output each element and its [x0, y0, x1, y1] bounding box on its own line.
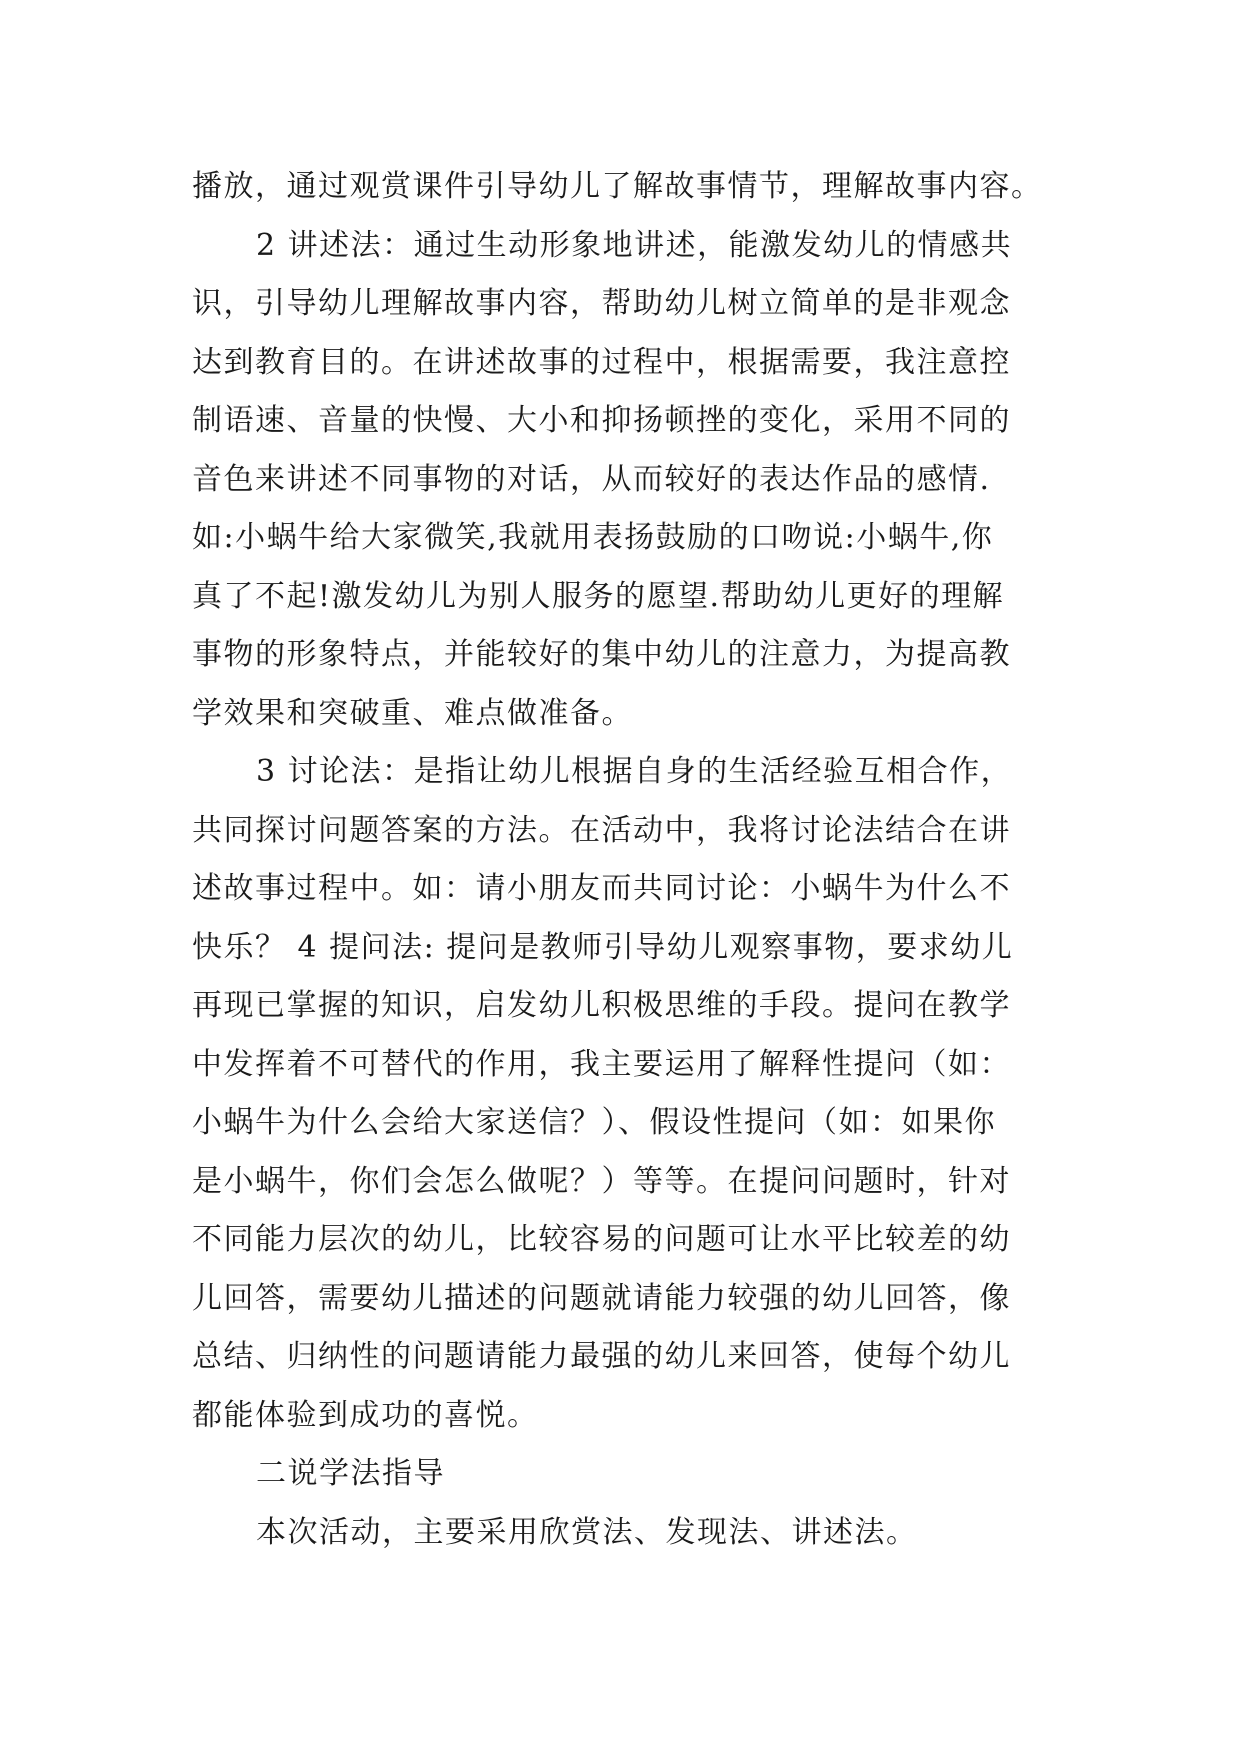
text-line: 学效果和突破重、难点做准备。 — [192, 695, 633, 731]
text-line: 儿回答，需要幼儿描述的问题就请能力较强的幼儿回答，像 — [192, 1280, 1011, 1316]
text-line: 制语速、音量的快慢、大小和抑扬顿挫的变化，采用不同的 — [192, 403, 1011, 438]
text-line: 总结、归纳性的问题请能力最强的幼儿来回答，使每个幼儿 — [192, 1339, 1011, 1374]
text-line: 快乐？ 4 提问法: 提问是教师引导幼儿观察事物，要求幼儿 — [192, 929, 1014, 965]
text-line: 识，引导幼儿理解故事内容，帮助幼儿树立简单的是非观念 — [192, 286, 1011, 321]
section-heading: 二说学法指导 — [256, 1456, 445, 1491]
text-line: 小蜗牛为什么会给大家送信？）、假设性提问（如：如果你 — [192, 1105, 996, 1140]
text-line: 播放，通过观赏课件引导幼儿了解故事情节，理解故事内容。 — [192, 169, 1043, 204]
text-line: 达到教育目的。在讲述故事的过程中，根据需要，我注意控 — [192, 344, 1011, 380]
text-line: 共同探讨问题答案的方法。在活动中，我将讨论法结合在讲 — [192, 812, 1011, 848]
text-line: 如:小蜗牛给大家微笑,我就用表扬鼓励的口吻说:小蜗牛,你 — [192, 520, 994, 555]
text-line: 述故事过程中。如：请小朋友而共同讨论：小蜗牛为什么不 — [192, 871, 1011, 906]
text-line: 事物的形象特点，并能较好的集中幼儿的注意力，为提高教 — [192, 637, 1011, 672]
text-line: 2 讲述法：通过生动形象地讲述，能激发幼儿的情感共 — [256, 227, 1013, 263]
text-line: 是小蜗牛，你们会怎么做呢？）等等。在提问问题时，针对 — [192, 1163, 1011, 1199]
body-text — [192, 158, 1052, 1562]
text-line: 都能体验到成功的喜悦。 — [192, 1397, 539, 1433]
text-line: 音色来讲述不同事物的对话，从而较好的表达作品的感情. — [192, 461, 991, 497]
text-line: 中发挥着不可替代的作用，我主要运用了解释性提问（如： — [192, 1046, 1011, 1082]
text-line: 本次活动，主要采用欣赏法、发现法、讲述法。 — [256, 1514, 918, 1550]
text-line: 3 讨论法：是指让幼儿根据自身的生活经验互相合作， — [256, 754, 1013, 789]
text-line: 不同能力层次的幼儿，比较容易的问题可让水平比较差的幼 — [192, 1222, 1011, 1257]
text-line: 真了不起!激发幼儿为别人服务的愿望.帮助幼儿更好的理解 — [192, 578, 1005, 614]
text-line: 再现已掌握的知识，启发幼儿积极思维的手段。提问在教学 — [192, 988, 1011, 1023]
